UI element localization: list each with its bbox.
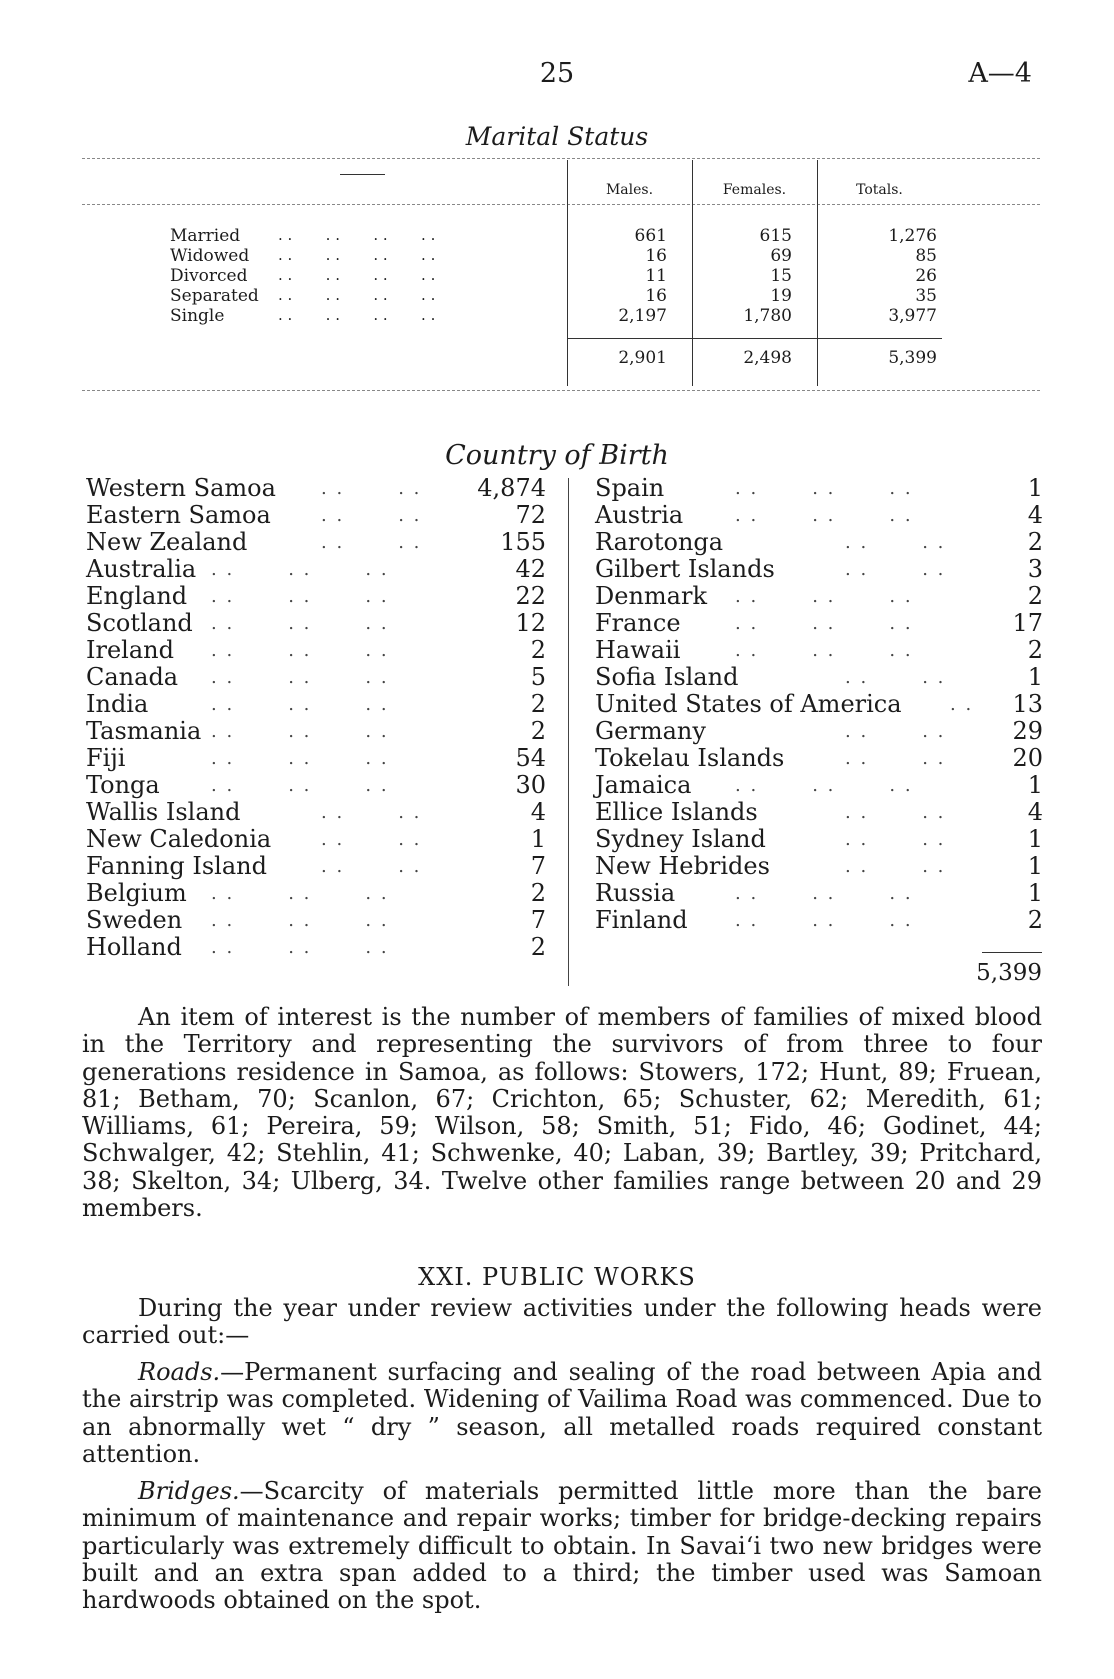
leader-dots: . . . . . .	[211, 883, 389, 904]
country-name: Sydney Island	[595, 825, 766, 853]
leader-dots: . .	[950, 694, 974, 715]
leader-dots: . . . . . . . .	[278, 266, 436, 284]
list-item	[86, 718, 546, 745]
country-of-birth-right-column	[595, 475, 1043, 934]
cell-females: 19	[770, 286, 792, 306]
country-count: 4	[1027, 798, 1043, 826]
leader-dots: . . . .	[845, 559, 946, 580]
list-item	[86, 502, 546, 529]
list-item	[595, 907, 1043, 934]
leader-dots: . . . .	[845, 532, 946, 553]
country-name: New Hebrides	[595, 852, 770, 880]
leader-dots: . . . . . .	[735, 505, 913, 526]
leader-dots: . . . .	[321, 856, 422, 877]
leader-dots: . . . .	[845, 721, 946, 742]
country-name: Sofia Island	[595, 663, 739, 691]
country-count: 1	[530, 825, 546, 853]
leader-dots: . . . . . .	[211, 694, 389, 715]
country-of-birth-title: Country of Birth	[445, 440, 669, 471]
marital-status-title: Marital Status	[465, 122, 649, 151]
leader-dots: . . . . . .	[735, 613, 913, 634]
country-count: 4,874	[477, 474, 546, 502]
row-label: Divorced	[170, 266, 248, 286]
table-row	[170, 246, 530, 266]
leader-dots: . . . . . .	[735, 883, 913, 904]
country-name: United States of America	[595, 690, 902, 718]
country-name: Russia	[595, 879, 676, 907]
country-count: 155	[500, 528, 546, 556]
cell-females: 69	[770, 246, 792, 266]
leader-dots: . . . . . .	[211, 559, 389, 580]
country-count: 2	[1027, 582, 1043, 610]
list-item	[595, 610, 1043, 637]
row-label: Married	[170, 226, 241, 246]
totals-rule	[567, 338, 942, 339]
list-item	[595, 502, 1043, 529]
list-item	[86, 610, 546, 637]
list-item	[86, 907, 546, 934]
leader-dots: . . . . . .	[211, 910, 389, 931]
list-item	[595, 556, 1043, 583]
document-reference: A—4	[968, 58, 1032, 89]
country-name: Finland	[595, 906, 688, 934]
cell-totals: 35	[915, 286, 937, 306]
country-name: Gilbert Islands	[595, 555, 775, 583]
leader-dots: . . . . . .	[211, 775, 389, 796]
country-name: Spain	[595, 474, 665, 502]
leader-dots: . . . .	[321, 505, 422, 526]
list-item	[595, 664, 1043, 691]
country-of-birth-left-column	[86, 475, 546, 961]
list-item	[86, 529, 546, 556]
country-count: 5	[530, 663, 546, 691]
list-item	[595, 799, 1043, 826]
list-item	[595, 637, 1043, 664]
list-item	[86, 583, 546, 610]
roads-paragraph	[82, 1359, 1042, 1468]
list-item	[595, 529, 1043, 556]
leader-dots: . . . . . .	[211, 667, 389, 688]
country-name: Ireland	[86, 636, 174, 664]
cell-females: 615	[759, 226, 792, 246]
table-bottom-rule	[82, 390, 1040, 391]
country-name: New Caledonia	[86, 825, 272, 853]
cell-females: 1,780	[743, 306, 792, 326]
country-count: 1	[1027, 771, 1043, 799]
list-item	[86, 664, 546, 691]
country-count: 13	[1012, 690, 1043, 718]
country-count: 1	[1027, 663, 1043, 691]
country-count: 2	[1027, 906, 1043, 934]
list-item	[595, 880, 1043, 907]
list-item	[86, 637, 546, 664]
leader-dots: . . . . . .	[211, 937, 389, 958]
leader-dots: . . . . . .	[735, 478, 913, 499]
column-header-females: Females.	[722, 182, 787, 198]
country-count: 2	[530, 636, 546, 664]
country-count: 2	[530, 690, 546, 718]
country-name: India	[86, 690, 149, 718]
total-totals: 5,399	[888, 348, 937, 368]
cell-males: 2,197	[618, 306, 667, 326]
country-name: Western Samoa	[86, 474, 276, 502]
leader-dots: . . . .	[321, 829, 422, 850]
row-label: Single	[170, 306, 225, 326]
leader-dots: . . . .	[321, 802, 422, 823]
country-name: Tonga	[86, 771, 160, 799]
country-count: 54	[515, 744, 546, 772]
country-name: Tokelau Islands	[595, 744, 785, 772]
country-name: Holland	[86, 933, 182, 961]
bridges-text: —Scarcity of materials permitted little more than the bare minimum of maintenance and repair works; timber for bridge-decking repairs particularly was extremely difficult to obtain. In Savai‘i two new bridges were built and an extra span added to a third; the timber used was Samoan hardwoods obtained on the spot.	[82, 1477, 1042, 1615]
list-item	[86, 475, 546, 502]
leader-dots: . . . . . .	[735, 775, 913, 796]
leader-dots: . . . .	[845, 856, 946, 877]
page-number: 25	[539, 58, 575, 89]
country-count: 72	[515, 501, 546, 529]
total-females: 2,498	[743, 348, 792, 368]
country-count: 2	[1027, 636, 1043, 664]
leader-dots: . . . . . .	[735, 586, 913, 607]
table-row	[170, 306, 530, 326]
section-heading: XXI. PUBLIC WORKS	[418, 1263, 696, 1291]
country-count: 30	[515, 771, 546, 799]
list-item	[595, 853, 1043, 880]
leader-dots: . . . . . . . .	[278, 246, 436, 264]
bridges-lead: Bridges.	[138, 1477, 240, 1505]
country-count: 2	[1027, 528, 1043, 556]
country-count: 3	[1027, 555, 1043, 583]
country-count: 2	[530, 879, 546, 907]
leader-dots: . . . .	[321, 478, 422, 499]
country-count: 2	[530, 717, 546, 745]
leader-dots: . . . . . .	[211, 748, 389, 769]
country-name: Austria	[595, 501, 684, 529]
country-name: Ellice Islands	[595, 798, 758, 826]
stub-header	[340, 174, 385, 175]
list-item	[595, 772, 1043, 799]
country-count: 1	[1027, 879, 1043, 907]
roads-lead: Roads.	[138, 1358, 221, 1386]
country-name: Fanning Island	[86, 852, 267, 880]
leader-dots: . . . . . . . .	[278, 306, 436, 324]
marital-status-table	[82, 158, 1040, 411]
cell-males: 11	[645, 266, 667, 286]
total-rule	[982, 952, 1042, 953]
list-item	[595, 745, 1043, 772]
country-of-birth-total: 5,399	[976, 960, 1042, 986]
country-name: Fiji	[86, 744, 126, 772]
cell-males: 16	[645, 286, 667, 306]
country-name: Germany	[595, 717, 706, 745]
list-item	[595, 691, 1043, 718]
list-item	[86, 691, 546, 718]
list-item	[595, 826, 1043, 853]
leader-dots: . . . .	[845, 667, 946, 688]
country-name: Tasmania	[86, 717, 202, 745]
table-top-rule	[82, 158, 1040, 159]
leader-dots: . . . .	[845, 748, 946, 769]
country-name: England	[86, 582, 188, 610]
total-males: 2,901	[618, 348, 667, 368]
country-count: 17	[1012, 609, 1043, 637]
country-count: 4	[530, 798, 546, 826]
cell-totals: 1,276	[888, 226, 937, 246]
leader-dots: . . . .	[845, 829, 946, 850]
country-count: 29	[1012, 717, 1043, 745]
leader-dots: . . . . . .	[735, 910, 913, 931]
table-row	[170, 266, 530, 286]
country-count: 2	[530, 933, 546, 961]
leader-dots: . . . . . . . .	[278, 226, 436, 244]
table-header-rule	[82, 204, 1040, 205]
country-count: 7	[530, 906, 546, 934]
list-item	[595, 583, 1043, 610]
country-name: Sweden	[86, 906, 183, 934]
country-count: 22	[515, 582, 546, 610]
country-name: Australia	[86, 555, 197, 583]
country-name: Eastern Samoa	[86, 501, 271, 529]
column-header-totals: Totals.	[856, 182, 903, 198]
country-count: 1	[1027, 474, 1043, 502]
table-row	[170, 226, 530, 246]
leader-dots: . . . . . .	[211, 721, 389, 742]
country-name: Canada	[86, 663, 179, 691]
leader-dots: . . . .	[845, 802, 946, 823]
table-row	[170, 286, 530, 306]
cell-males: 661	[634, 226, 667, 246]
country-name: Hawaii	[595, 636, 681, 664]
country-name: Rarotonga	[595, 528, 724, 556]
column-header-males: Males.	[605, 182, 654, 198]
country-count: 1	[1027, 852, 1043, 880]
list-item	[595, 718, 1043, 745]
list-item	[86, 556, 546, 583]
country-count: 12	[515, 609, 546, 637]
row-label: Separated	[170, 286, 259, 306]
leader-dots: . . . . . .	[211, 613, 389, 634]
cell-totals: 3,977	[888, 306, 937, 326]
country-name: Denmark	[595, 582, 707, 610]
list-item	[86, 880, 546, 907]
leader-dots: . . . . . .	[211, 586, 389, 607]
list-item	[86, 799, 546, 826]
country-count: 7	[530, 852, 546, 880]
cell-females: 15	[770, 266, 792, 286]
leader-dots: . . . . . .	[211, 640, 389, 661]
list-item	[86, 745, 546, 772]
country-name: Jamaica	[595, 771, 692, 799]
country-name: Scotland	[86, 609, 193, 637]
country-name: France	[595, 609, 681, 637]
bridges-paragraph	[82, 1478, 1042, 1614]
leader-dots: . . . . . . . .	[278, 286, 436, 304]
public-works-intro: During the year under review activities under the following heads were carried out:—	[82, 1294, 1042, 1350]
column-divider	[568, 478, 569, 986]
roads-text: —Permanent surfacing and sealing of the road between Apia and the airstrip was completed. Widening of Vailima Road was commenced. Due to an abnormally wet “ dry ” season, all metalled roads required constant attention.	[82, 1358, 1042, 1468]
country-count: 42	[515, 555, 546, 583]
mixed-blood-paragraph: An item of interest is the number of members of families of mixed blood in the Territory and representing the survivors of from three to four generations residence in Samoa, as follows: Stowers, 172; Hunt, 89; Fruean, 81; Betham, 70; Scanlon, 67; Crichton, 65; Schuster, 62; Meredith, 61; Williams, 61; Pereira, 59; Wilson, 58; Smith, 51; Fido, 46; Godinet, 44; Schwalger, 42; Stehlin, 41; Schwenke, 40; Laban, 39; Bartley, 39; Pritchard, 38; Skelton, 34; Ulberg, 34. Twelve other families range between 20 and 29 members.	[82, 1003, 1042, 1223]
country-name: Wallis Island	[86, 798, 241, 826]
cell-totals: 85	[915, 246, 937, 266]
country-name: New Zealand	[86, 528, 248, 556]
list-item	[86, 853, 546, 880]
list-item	[595, 475, 1043, 502]
cell-males: 16	[645, 246, 667, 266]
leader-dots: . . . .	[321, 532, 422, 553]
country-count: 20	[1012, 744, 1043, 772]
leader-dots: . . . . . .	[735, 640, 913, 661]
list-item	[86, 772, 546, 799]
country-name: Belgium	[86, 879, 187, 907]
list-item	[86, 826, 546, 853]
country-count: 1	[1027, 825, 1043, 853]
cell-totals: 26	[915, 266, 937, 286]
row-label: Widowed	[170, 246, 250, 266]
list-item	[86, 934, 546, 961]
country-count: 4	[1027, 501, 1043, 529]
